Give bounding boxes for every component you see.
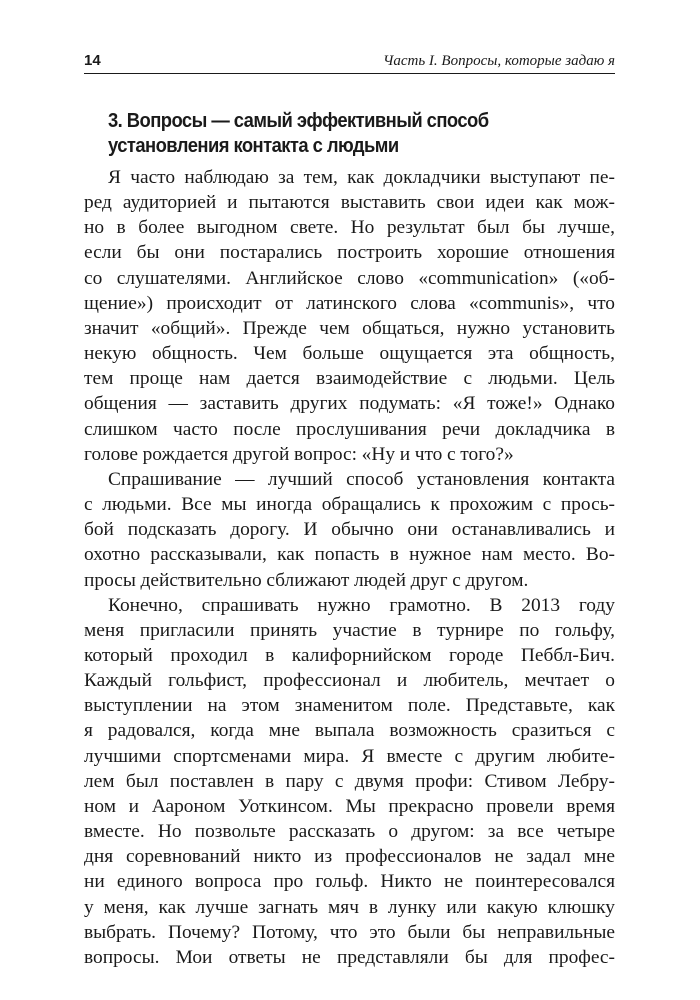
text-line: Я часто наблюдаю за тем, как докладчики выступают пе- bbox=[108, 167, 615, 188]
text-line: Спрашивание — лучший способ установления контакта bbox=[108, 468, 615, 490]
running-header bbox=[84, 52, 615, 74]
text-line: вопросы. Мои ответы не представляли бы для профес- bbox=[84, 946, 615, 968]
text-line: выступлении на этом знаменитом поле. Представьте, как bbox=[84, 695, 615, 717]
text-line: общения — заставить других подумать: «Я тоже!» Однако bbox=[84, 393, 615, 415]
text-line: лем был поставлен в пару с двумя профи: Стивом Лебру- bbox=[84, 770, 615, 792]
text-line: слишком часто после прослушивания речи докладчика в bbox=[84, 418, 615, 440]
paragraph bbox=[84, 593, 615, 970]
text-line: ном и Аароном Уоткинсом. Мы прекрасно провели время bbox=[84, 795, 615, 817]
text-line: щение») происходит от латинского слова «communis», что bbox=[84, 292, 615, 314]
text-line: Каждый гольфист, профессионал и любитель, мечтает о bbox=[84, 670, 615, 692]
text-line: со слушателями. Английское слово «communication» («об- bbox=[84, 267, 615, 289]
text-line: который проходил в калифорнийском городе Пеббл-Бич. bbox=[84, 644, 615, 666]
text-line: выбрать. Почему? Потому, что это были бы неправильные bbox=[84, 921, 615, 943]
text-line: охотно рассказывали, как попасть в нужное нам место. Во- bbox=[84, 544, 615, 566]
page-number: 14 bbox=[84, 52, 101, 69]
text-line: лучшими спортсменами мира. Я вместе с другим любите- bbox=[84, 745, 615, 767]
section-heading-line: 3. Вопросы — самый эффективный способ bbox=[108, 110, 489, 132]
paragraph bbox=[84, 165, 615, 467]
text-line: некую общность. Чем больше ощущается эта общность, bbox=[84, 343, 615, 365]
text-line: бой подсказать дорогу. И обычно они останавливались и bbox=[84, 519, 615, 541]
text-line: вместе. Но позвольте рассказать о другом: за все четыре bbox=[84, 821, 615, 843]
text-line: Конечно, спрашивать нужно грамотно. В 2013 году bbox=[108, 594, 615, 616]
book-page bbox=[84, 52, 615, 970]
text-line: ред аудиторией и пытаются выставить свои идеи как мож- bbox=[84, 192, 615, 214]
text-line: но в более выгодном свете. Но результат был бы лучше, bbox=[84, 217, 615, 239]
text-line: значит «общий». Прежде чем общаться, нужно установить bbox=[84, 317, 615, 339]
body-text bbox=[84, 165, 615, 970]
text-line: у меня, как лучше загнать мяч в лунку или какую клюшку bbox=[84, 896, 615, 918]
text-line: я радовался, когда мне выпала возможность сразиться с bbox=[84, 720, 615, 742]
text-line: с людьми. Все мы иногда обращались к прохожим с прось- bbox=[84, 494, 615, 516]
text-line: голове рождается другой вопрос: «Ну и что с того?» bbox=[84, 443, 514, 465]
paragraph bbox=[84, 467, 615, 593]
text-line: просы действительно сближают людей друг с другом. bbox=[84, 569, 529, 591]
section-heading-line: установления контакта с людьми bbox=[108, 135, 399, 157]
text-line: меня пригласили принять участие в турнире по гольфу, bbox=[84, 619, 615, 641]
text-line: если бы они постарались построить хорошие отношения bbox=[84, 242, 615, 264]
text-line: дня соревнований никто из профессионалов не задал мне bbox=[84, 846, 615, 868]
text-line: тем проще нам дается взаимодействие с людьми. Цель bbox=[84, 368, 615, 390]
part-title: Часть I. Вопросы, которые задаю я bbox=[383, 53, 615, 69]
section-heading bbox=[108, 109, 605, 159]
text-line: ни единого вопроса про гольф. Никто не поинтересовался bbox=[84, 871, 615, 893]
